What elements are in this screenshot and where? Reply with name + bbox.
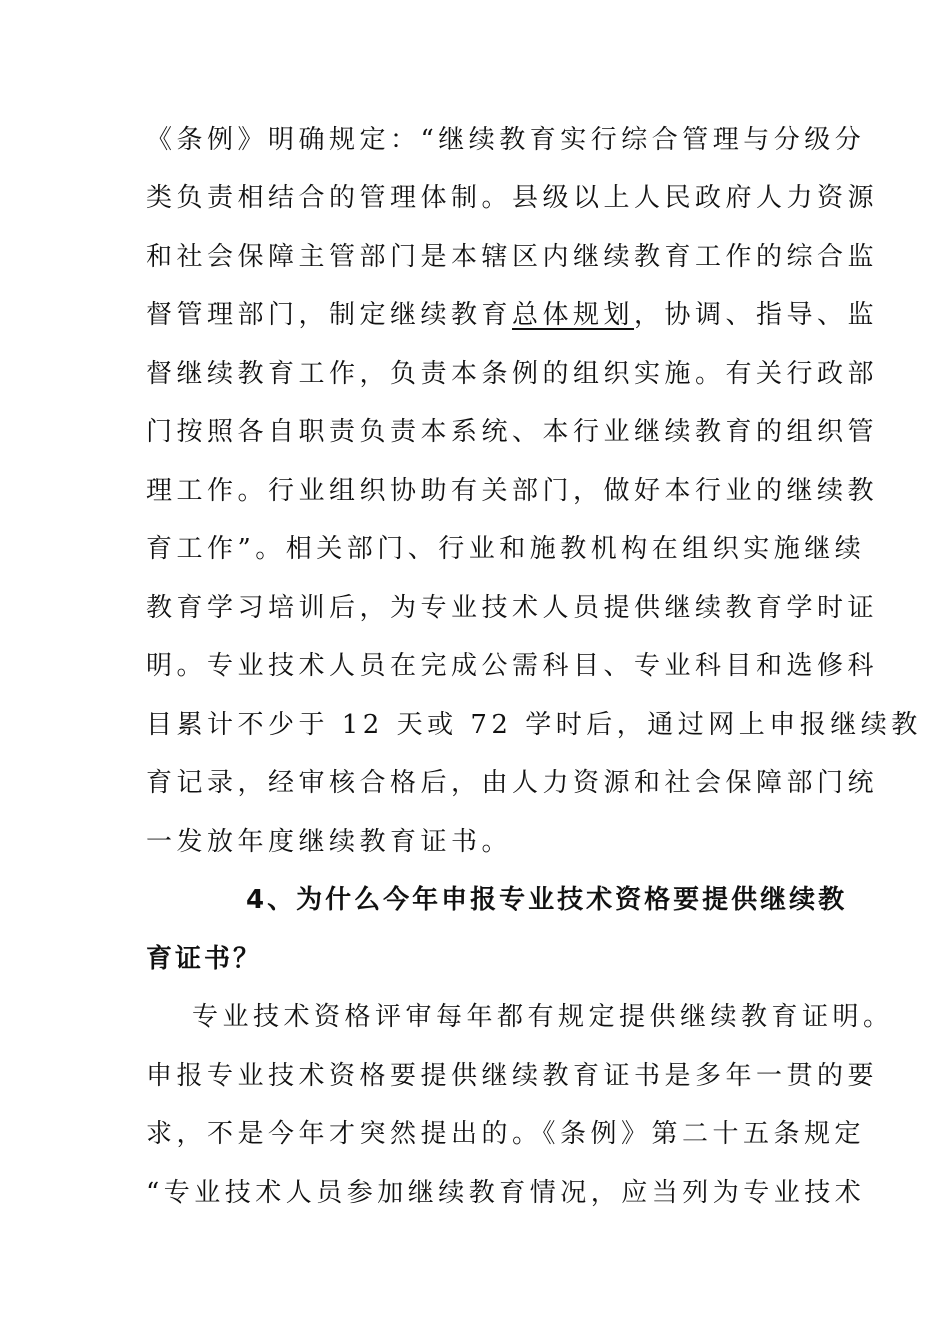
paragraph-line: 求，不是今年才突然提出的。《条例》第二十五条规定 <box>146 1119 866 1149</box>
underlined-term: 总体规划 <box>512 300 635 330</box>
paragraph-line: 申报专业技术资格要提供继续教育证书是多年一贯的要 <box>146 1061 879 1091</box>
paragraph-text: ，协调、指导、监 <box>634 300 879 330</box>
paragraph-line: 和社会保障主管部门是本辖区内继续教育工作的综合监 <box>146 242 879 272</box>
paragraph-line: 育记录，经审核合格后，由人力资源和社会保障部门统 <box>146 768 879 798</box>
paragraph-line: 门按照各自职责负责本系统、本行业继续教育的组织管 <box>146 417 879 447</box>
paragraph-line: 教育学习培训后，为专业技术人员提供继续教育学时证 <box>146 593 879 623</box>
paragraph-line: 明。专业技术人员在完成公需科目、专业科目和选修科 <box>146 651 879 681</box>
paragraph-line: 专业技术资格评审每年都有规定提供继续教育证明。 <box>192 1002 894 1032</box>
paragraph-line: 育工作”。相关部门、行业和施教机构在组织实施继续 <box>146 534 866 564</box>
paragraph-line: 目累计不少于 12 天或 72 学时后，通过网上申报继续教 <box>146 710 922 740</box>
paragraph-line: 理工作。行业组织协助有关部门，做好本行业的继续教 <box>146 476 879 506</box>
paragraph-line: 《条例》明确规定：“继续教育实行综合管理与分级分 <box>146 125 866 155</box>
paragraph-line: “专业技术人员参加继续教育情况，应当列为专业技术 <box>146 1178 866 1208</box>
paragraph-line <box>146 295 879 335</box>
section-heading-continued: 育证书？ <box>146 944 263 974</box>
paragraph-text: 督管理部门，制定继续教育 <box>146 300 513 330</box>
paragraph-line: 类负责相结合的管理体制。县级以上人民政府人力资源 <box>146 183 879 213</box>
paragraph-line: 督继续教育工作，负责本条例的组织实施。有关行政部 <box>146 359 879 389</box>
paragraph-line: 一发放年度继续教育证书。 <box>146 827 513 857</box>
section-heading: 4、为什么今年申报专业技术资格要提供继续教 <box>246 885 848 915</box>
